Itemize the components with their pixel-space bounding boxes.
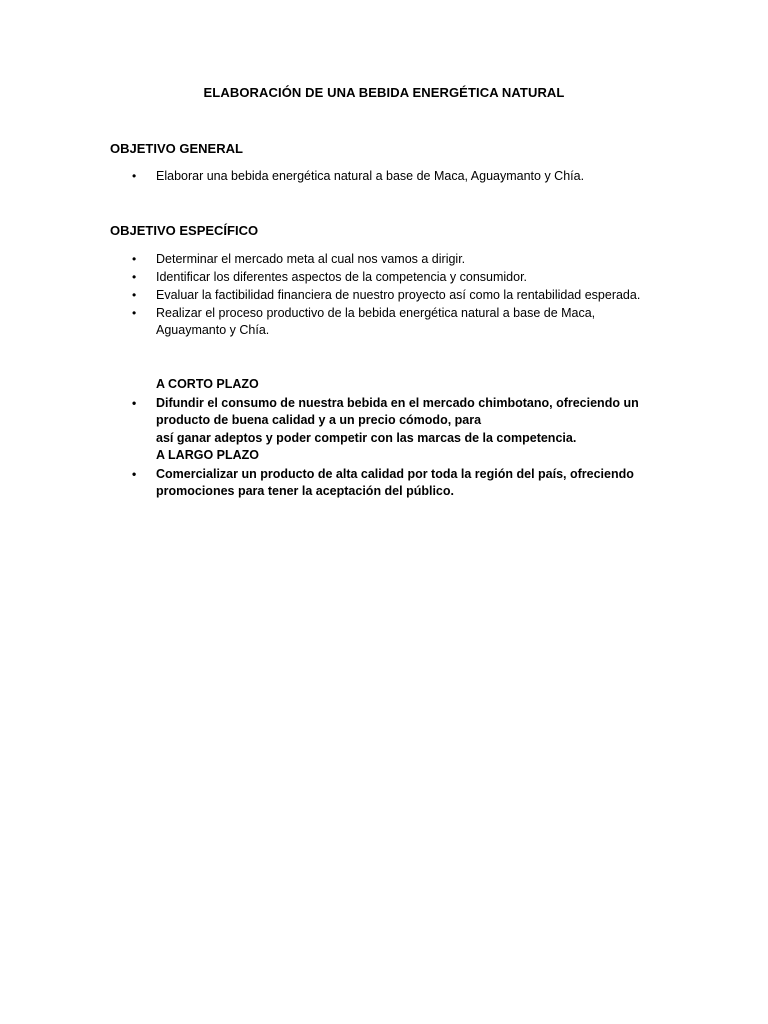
bullet-icon: • (132, 396, 137, 410)
bullet-icon: • (132, 270, 137, 284)
bullet-icon: • (132, 467, 137, 481)
specific-objective-list (110, 251, 650, 339)
list-item (110, 305, 650, 339)
short-term-label: A CORTO PLAZO (156, 377, 259, 391)
list-item-text: Evaluar la factibilidad financiera de nuestro proyecto así como la rentabilidad esperada. (156, 288, 641, 302)
short-term-list (110, 395, 650, 429)
list-item-text: Comercializar un producto de alta calidad por toda la región del país, ofreciendo promociones para tener la aceptación del público. (156, 467, 634, 498)
long-term-list (110, 466, 650, 500)
list-item (110, 269, 650, 286)
list-item-text: Difundir el consumo de nuestra bebida en el mercado chimbotano, ofreciendo un producto de buena calidad y a un precio cómodo, para (156, 396, 639, 427)
list-item-text: Realizar el proceso productivo de la bebida energética natural a base de Maca, Aguaymanto y Chía. (156, 306, 596, 337)
document-title: ELABORACIÓN DE UNA BEBIDA ENERGÉTICA NATURAL (203, 85, 565, 100)
list-item (110, 287, 650, 304)
list-item (110, 395, 650, 429)
list-item-text: Determinar el mercado meta al cual nos vamos a dirigir. (156, 252, 466, 266)
bullet-icon: • (132, 306, 137, 320)
list-item (110, 251, 650, 268)
short-term-continuation: así ganar adeptos y poder competir con las marcas de la competencia. (156, 431, 577, 445)
bullet-icon: • (132, 169, 137, 183)
list-item-text: Identificar los diferentes aspectos de la competencia y consumidor. (156, 270, 528, 284)
list-item (110, 466, 650, 500)
list-item (110, 168, 650, 185)
general-objective-heading: OBJETIVO GENERAL (110, 141, 243, 156)
long-term-label: A LARGO PLAZO (156, 448, 260, 462)
bullet-icon: • (132, 288, 137, 302)
general-objective-list (110, 168, 650, 185)
bullet-icon: • (132, 252, 137, 266)
list-item-text: Elaborar una bebida energética natural a base de Maca, Aguaymanto y Chía. (156, 169, 585, 183)
specific-objective-heading: OBJETIVO ESPECÍFICO (110, 223, 259, 238)
